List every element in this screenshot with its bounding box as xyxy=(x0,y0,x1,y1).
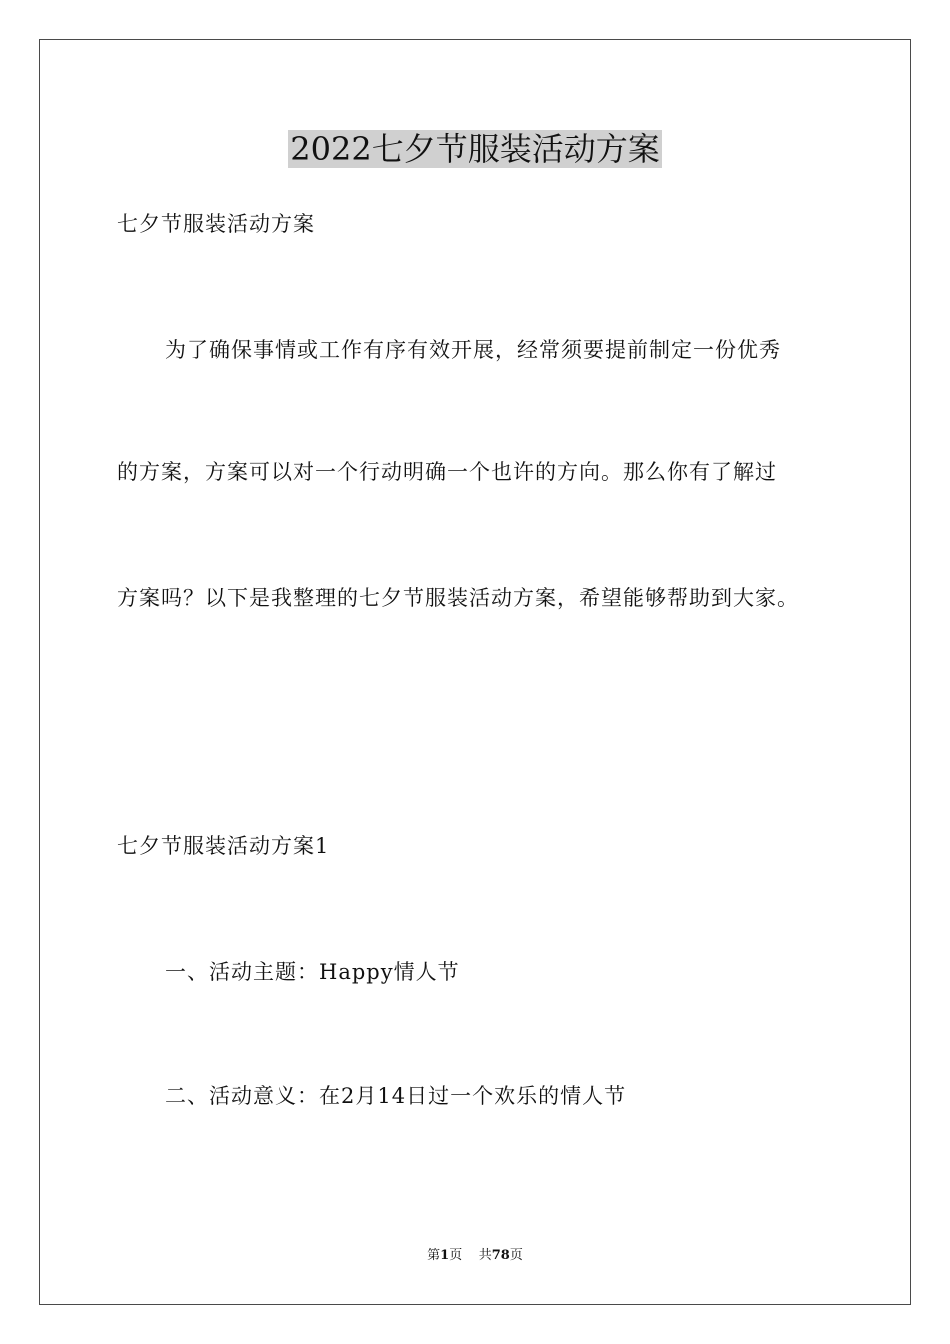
intro-line-1: 为了确保事情或工作有序有效开展，经常须要提前制定一份优秀 xyxy=(165,338,781,362)
footer-total-suffix: 页 xyxy=(509,1248,523,1263)
footer-total-prefix: 共 xyxy=(478,1248,492,1263)
page-footer xyxy=(0,1247,950,1265)
footer-page-prefix: 第 xyxy=(427,1248,441,1263)
list-item-meaning: 二、活动意义：在2月14日过一个欢乐的情人节 xyxy=(165,1084,627,1108)
footer-total-pages: 78 xyxy=(491,1248,510,1263)
intro-line-3: 方案吗？以下是我整理的七夕节服装活动方案，希望能够帮助到大家。 xyxy=(117,586,799,610)
intro-line-2: 的方案，方案可以对一个行动明确一个也许的方向。那么你有了解过 xyxy=(117,460,777,484)
footer-page-number: 1 xyxy=(440,1248,450,1263)
document-title xyxy=(0,126,950,172)
document-title-text: 2022七夕节服装活动方案 xyxy=(290,130,660,168)
footer-page-suffix: 页 xyxy=(449,1248,463,1263)
section-heading: 七夕节服装活动方案1 xyxy=(117,834,330,858)
list-item-theme: 一、活动主题：Happy情人节 xyxy=(165,960,460,984)
document-subtitle: 七夕节服装活动方案 xyxy=(117,212,315,236)
